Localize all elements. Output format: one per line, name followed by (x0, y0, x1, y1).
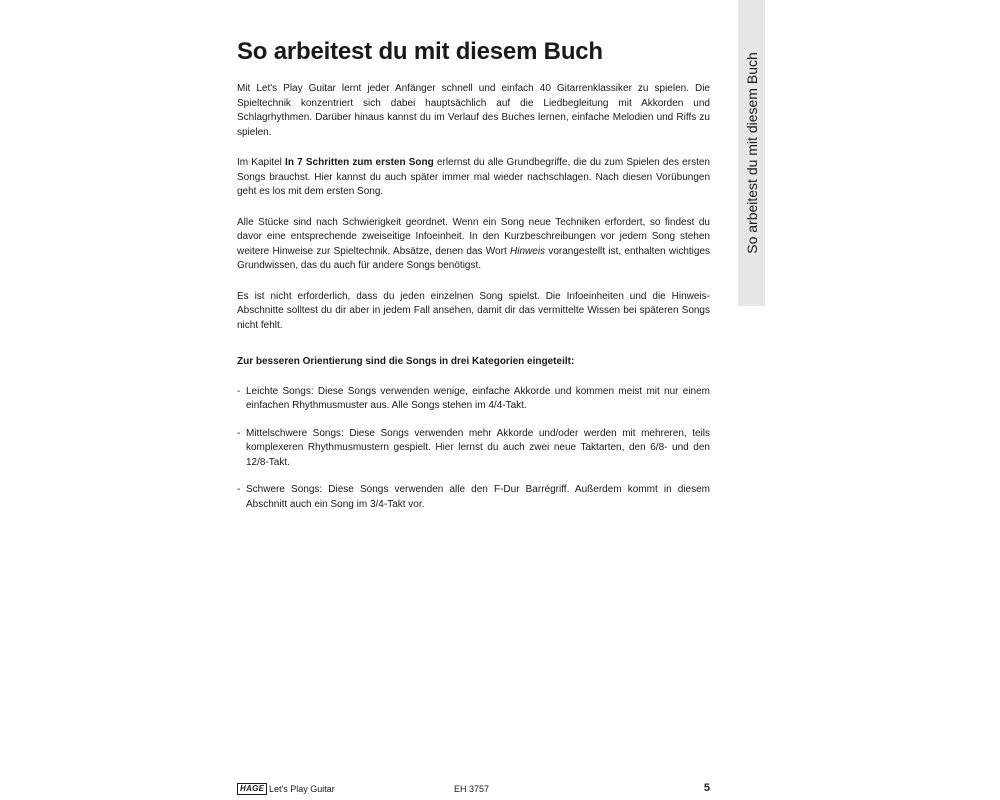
paragraph-chapter-end: erlernst du alle Grundbegriffe, die du zum Spielen des ersten Songs brauchst. Hier kannst du auch später immer mal wieder nachschlagen. Nach diesen Vorübungen geht es los mit dem ersten Song. (237, 157, 710, 197)
hinweis-word: Hinweis (510, 245, 546, 257)
publisher-logo: HAGE (237, 783, 267, 795)
page-footer (237, 783, 710, 797)
list-item: - Leichte Songs: Diese Songs verwenden wenige, einfache Akkorde und kommen meist mit nur einem einfachen Rhythmusmuster aus. Alle Songs stehen im 4/4-Takt. (237, 385, 710, 414)
paragraph-order-end: vorangestellt ist, enthalten wichtiges Grundwissen, das du auch für andere Songs benötigst. (237, 245, 711, 271)
paragraph-note: Es ist nicht erforderlich, dass du jeden einzelnen Song spielst. Die Infoeinheiten und die Hinweis-Abschnitte solltest du dir aber in jedem Fall ansehen, damit dir das vermittelte Wissen bei späteren Songs nicht fehlt. (237, 290, 710, 331)
footer-edition-code: EH 3757 (454, 784, 490, 794)
paragraph-chapter-start: Im Kapitel (237, 157, 286, 168)
side-tab-label: So arbeitest du mit diesem Buch (743, 52, 760, 254)
chapter-name: In 7 Schritten zum ersten Song (285, 157, 434, 168)
page-content (237, 38, 710, 525)
footer-book-title: Let's Play Guitar (269, 784, 335, 794)
categories-list (237, 385, 710, 513)
page-title: So arbeitest du mit diesem Buch (237, 38, 603, 65)
paragraph-order-start: Alle Stücke sind nach Schwierigkeit geordnet. Wenn ein Song neue Techniken erfordert, so findest du davor eine entsprechende zweiseitige Infoeinheit. In den Kurzbeschreibungen vor jedem Song stehen weitere Hinweise zur Spieltechnik. Absätze, denen das Wort (237, 216, 710, 257)
side-tab (738, 0, 765, 306)
list-item: - Mittelschwere Songs: Diese Songs verwenden mehr Akkorde und/oder werden mit mehreren, teils komplexeren Rhythmusmustern gespielt. Hier lernst du auch zwei neue Taktarten, den 6/8- und den 12/8-Takt. (237, 427, 710, 471)
categories-heading: Zur besseren Orientierung sind die Songs in drei Kategorien eingeteilt: (237, 356, 575, 367)
page-number: 5 (703, 782, 710, 794)
paragraph-intro: Mit Let's Play Guitar lernt jeder Anfänger schnell und einfach 40 Gitarrenklassiker zu spielen. Die Spieltechnik konzentriert sich dabei hauptsächlich auf die Liedbegleitung mit Akkorden und Schlagrhythmen. Darüber hinaus kannst du im Verlauf des Buches lernen, einfache Melodien und Riffs zu spielen. (237, 83, 710, 138)
paragraph-order (237, 216, 710, 274)
paragraph-chapter (237, 156, 710, 200)
list-item: - Schwere Songs: Diese Songs verwenden alle den F-Dur Barrégriff. Außerdem kommt in diesem Abschnitt auch ein Song im 3/4-Takt vor. (237, 483, 710, 512)
